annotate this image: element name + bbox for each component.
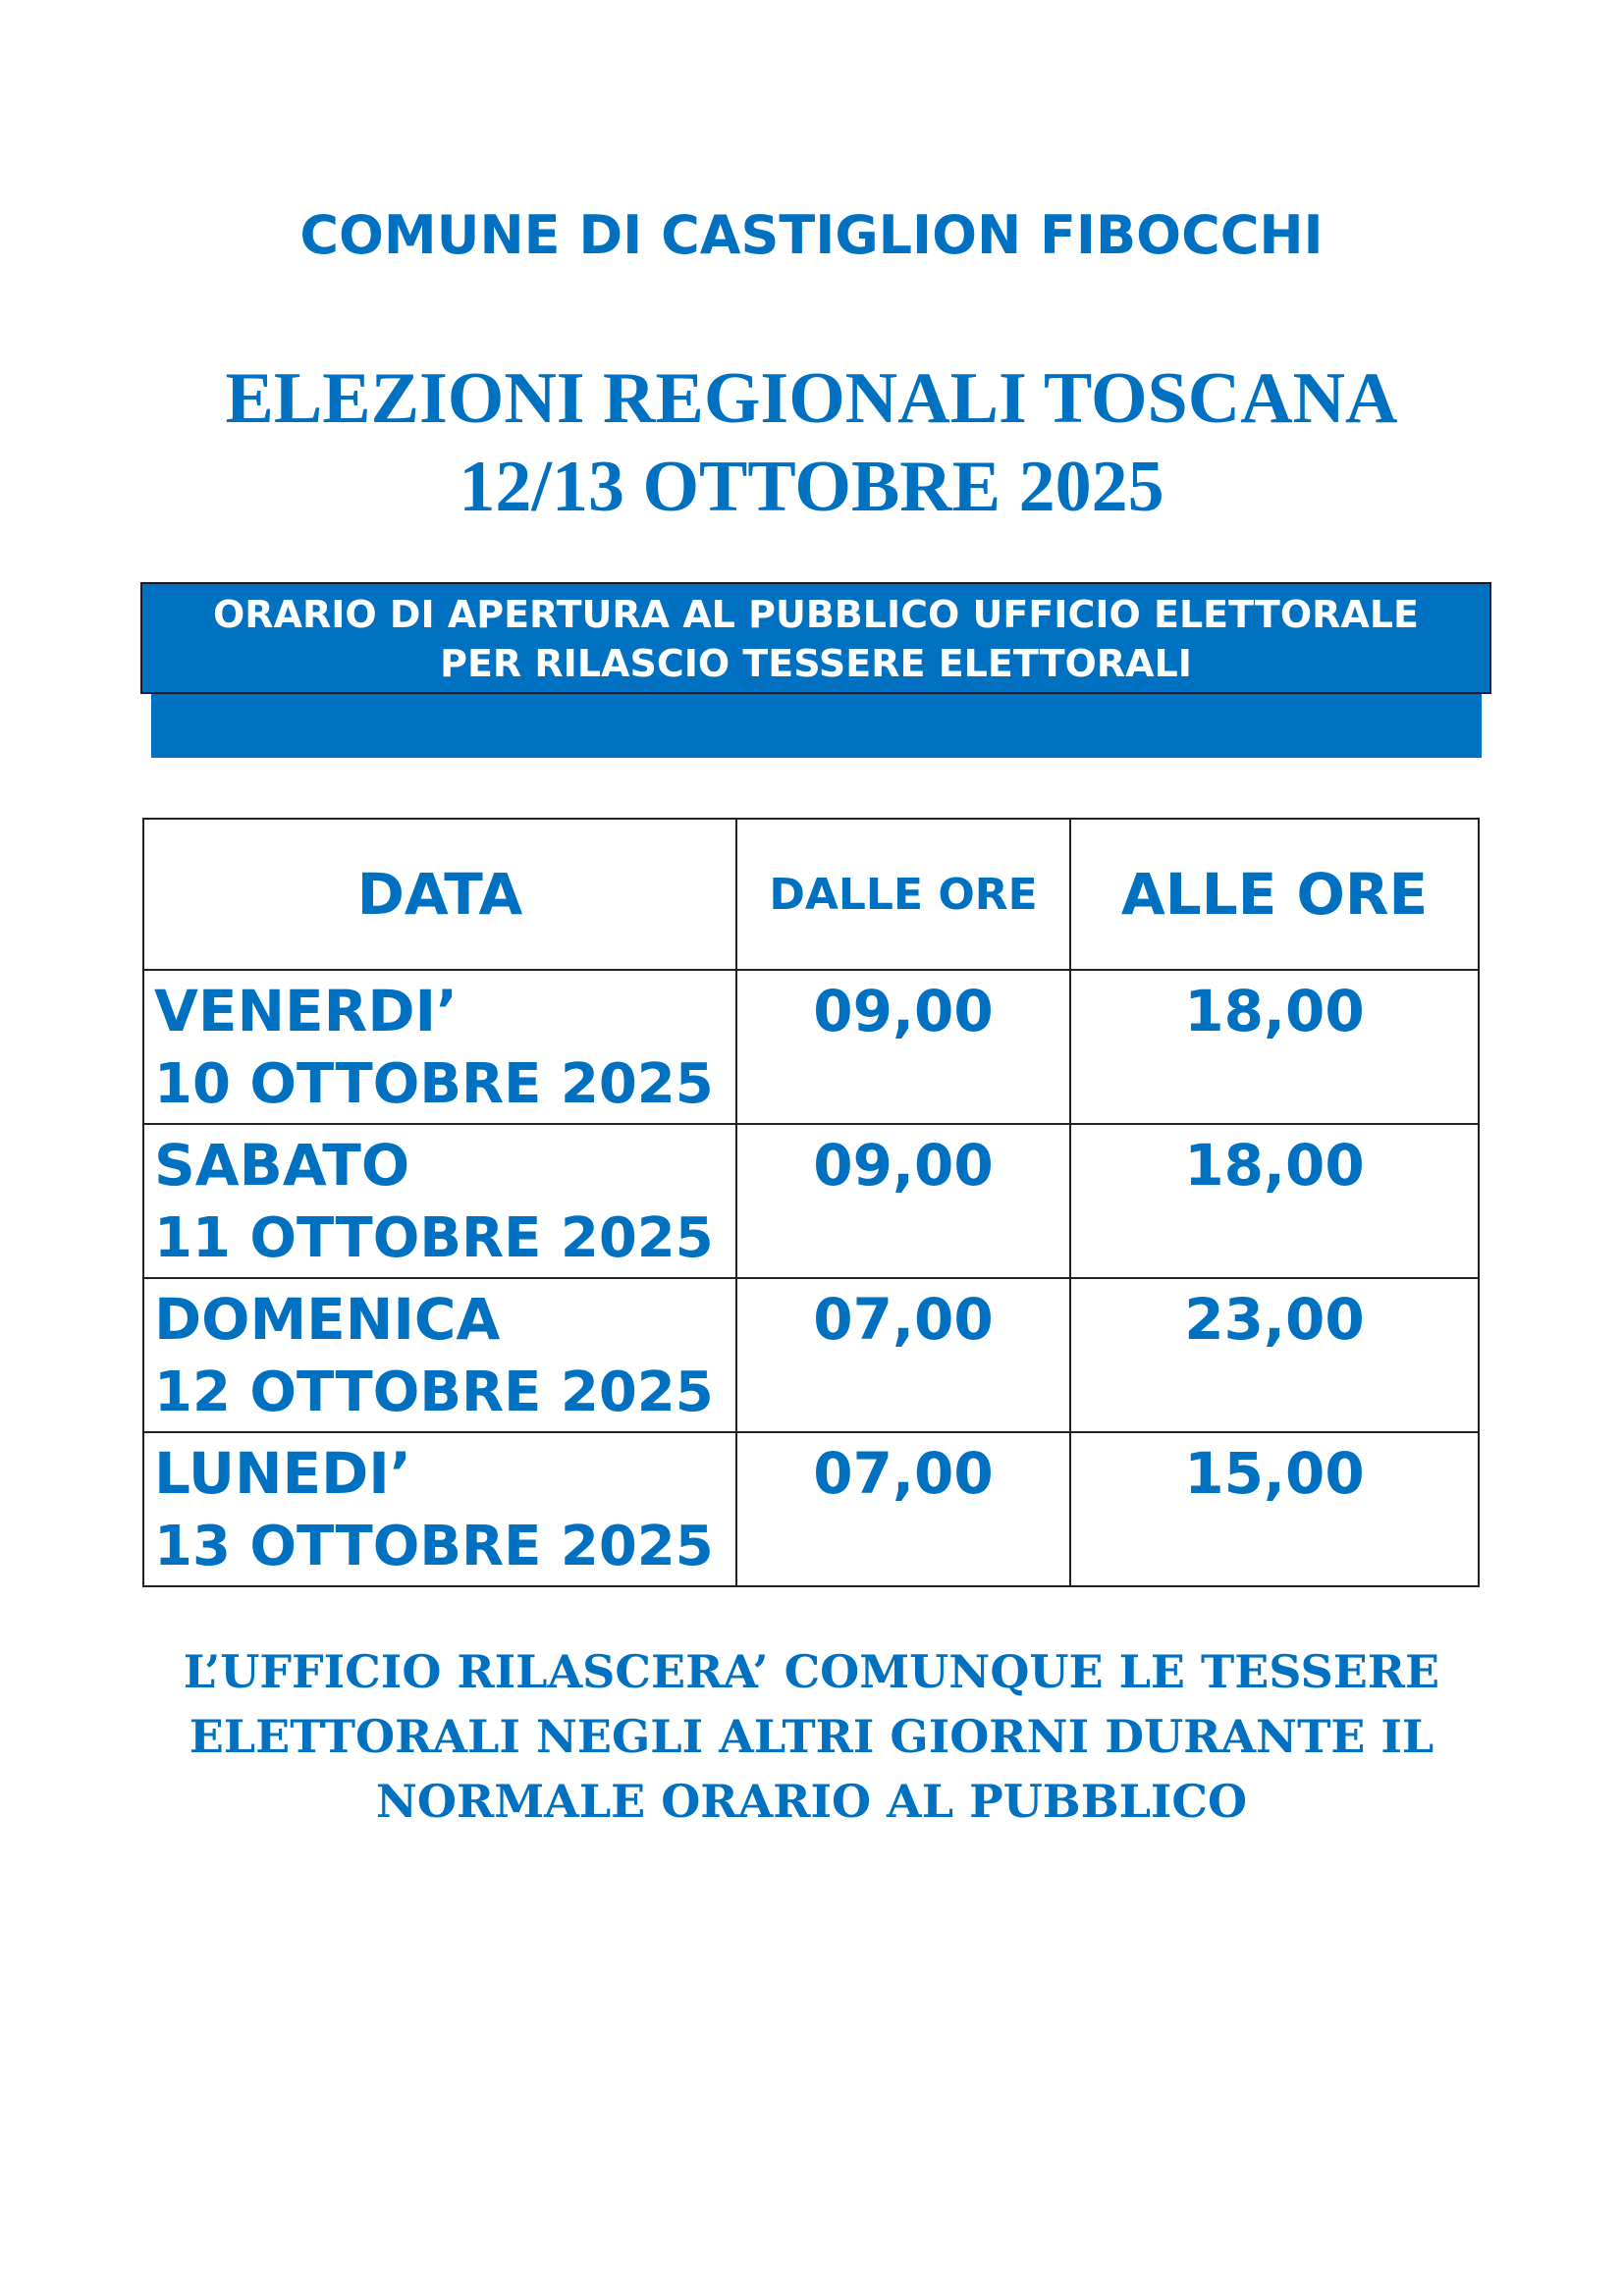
- from-cell: [736, 970, 1070, 1124]
- banner-underlay: [151, 687, 1482, 758]
- banner-line-1: ORARIO DI APERTURA AL PUBBLICO UFFICIO ELETTORALE: [213, 593, 1419, 636]
- date-cell: [143, 1432, 736, 1586]
- to-cell: [1070, 1278, 1479, 1432]
- day-name: LUNEDI’: [154, 1440, 411, 1507]
- header-from: DALLE ORE: [736, 819, 1070, 970]
- from-time: 09,00: [813, 978, 994, 1044]
- day-name: SABATO: [154, 1132, 410, 1199]
- notice-line-3: NORMALE ORARIO AL PUBBLICO: [375, 1775, 1248, 1828]
- day-date: 12 OTTOBRE 2025: [154, 1361, 714, 1424]
- table-row: [143, 1124, 1479, 1278]
- banner-line-2: PER RILASCIO TESSERE ELETTORALI: [440, 642, 1192, 685]
- date-cell: [143, 1278, 736, 1432]
- header-date: DATA: [143, 819, 736, 970]
- from-time: 07,00: [813, 1440, 994, 1507]
- from-time: 07,00: [813, 1286, 994, 1353]
- to-cell: [1070, 1124, 1479, 1278]
- office-hours-banner: [140, 582, 1491, 694]
- to-time: 18,00: [1184, 1132, 1365, 1199]
- schedule-table: [142, 818, 1480, 1587]
- table-header-row: [143, 819, 1479, 970]
- date-cell: [143, 970, 736, 1124]
- table-row: [143, 1278, 1479, 1432]
- day-date: 11 OTTOBRE 2025: [154, 1206, 714, 1270]
- to-time: 18,00: [1184, 978, 1365, 1044]
- from-cell: [736, 1278, 1070, 1432]
- notice-text: [0, 1639, 1623, 1834]
- table-row: [143, 970, 1479, 1124]
- election-date: 12/13 OTTOBRE 2025: [459, 447, 1164, 527]
- notice-line-1: L’UFFICIO RILASCERA’ COMUNQUE LE TESSERE: [183, 1645, 1440, 1698]
- to-time: 23,00: [1184, 1286, 1365, 1353]
- header-to: ALLE ORE: [1070, 819, 1479, 970]
- day-name: VENERDI’: [154, 978, 459, 1044]
- table-row: [143, 1432, 1479, 1586]
- day-name: DOMENICA: [154, 1286, 501, 1353]
- election-title: ELEZIONI REGIONALI TOSCANA: [225, 358, 1398, 439]
- to-cell: [1070, 1432, 1479, 1586]
- municipality-title: COMUNE DI CASTIGLION FIBOCCHI: [299, 204, 1324, 266]
- to-time: 15,00: [1184, 1440, 1365, 1507]
- to-cell: [1070, 970, 1479, 1124]
- day-date: 13 OTTOBRE 2025: [154, 1515, 714, 1578]
- from-time: 09,00: [813, 1132, 994, 1199]
- notice-line-2: ELETTORALI NEGLI ALTRI GIORNI DURANTE IL: [189, 1710, 1434, 1763]
- day-date: 10 OTTOBRE 2025: [154, 1052, 714, 1116]
- from-cell: [736, 1124, 1070, 1278]
- date-cell: [143, 1124, 736, 1278]
- from-cell: [736, 1432, 1070, 1586]
